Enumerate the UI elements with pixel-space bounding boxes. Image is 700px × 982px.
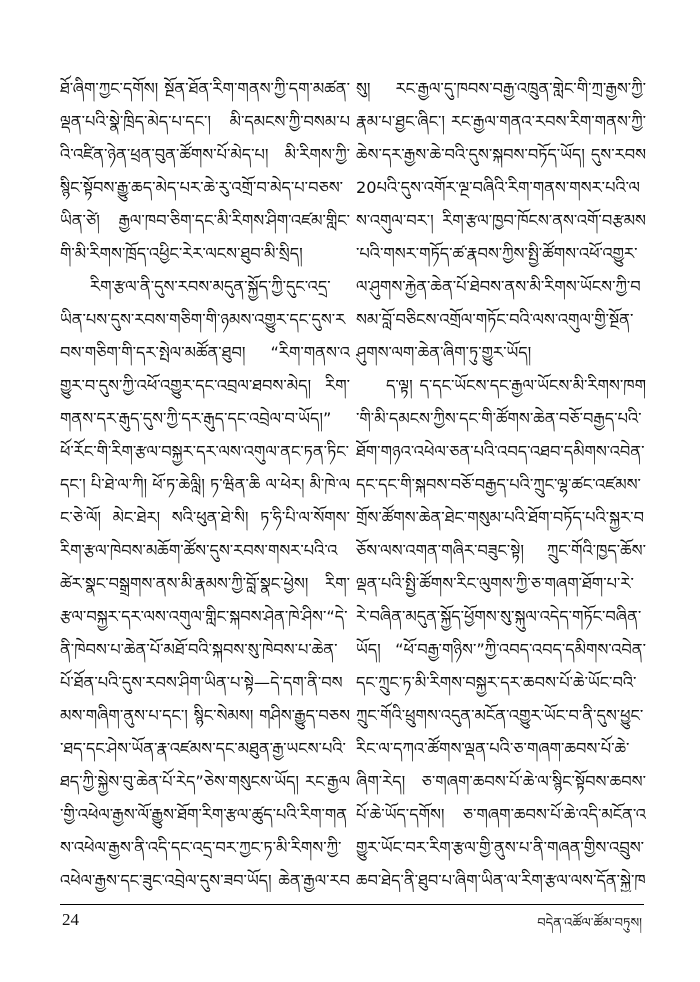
footer-rule [60,904,644,905]
running-footer-title: བདེན་འཚོལ་ཚོམ་བཏུས། [537,916,642,931]
page-number: 24 [62,910,79,929]
paragraph: རིག་རྩལ་ནི་དུས་རབས་མདུན་སྐྱོད་ཀྱི་དུང་འདྲ་ཡིན་པས་དུས་རབས་གཅིག་གི་ཉམས་འགྱུར་དང་དུས་རབས་གཅིག་གི་དར་སྤེལ་མཚོན་ཐུབ། “རིག་གནས་འགྱུར་བ་དུས་ཀྱི་འཕོ་འགྱུར་དང་འབྲལ་ཐབས་མེད། རིག་གནས་དར་རྒུད་དུས་ཀྱི་དར་རྒུད་དང་འབྲེལ་བ་ཡོད།” ཕོ་རོང་གི་རིག་རྩལ་བསྐྱར་དར་ལས་འགུལ་ནང་ཏན་ཏིང་དང་། པི་ཐེ་ལ་ཀི། ཕོ་ཏ་ཆེལླི། ཏ་ཝིན་ཆི ལ་ཕེར། མི་ཁེ་ལང་ཅེ་ལོ། མེང་ཐེར། སའི་ཕུན་ཐེ་སི། ཏ་ཧི་པི་ལ་སོགས་རིག་རྩལ་ཁེབས་མཆོག་ཚོས་དུས་རབས་གསར་པའི་འཚེར་སྣང་བསྒྲགས་ནས་མི་རྣམས་ཀྱི་བློ་སྣང་ཕྱེས། རིག་རྩལ་བསྐྱར་དར་ལས་འགུལ་གླིང་སྐབས་ཤེན་ཁེ་ཤིས་“དེ་ནི་ཁེབས་པ་ཆེན་པོ་མཐོ་བའི་སྐབས་སུ་ཁེབས་པ་ཆེན་པོ་ཐོན་པའི་དུས་རབས་ཤིག་ཡིན་པ་སྟེ—དེ་དག་ནི་བསམས་གཞིག་ནུས་པ་དང་། སྙིང་སེམས། གཤིས་རྒྱུད་བཅས་ཐད་དང་ཤེས་ཡོན་རྣ་འཛམས་དང་མཐུན་རྒྱ་ཡངས་པའི་ཐད་ཀྱི་སྐྱེས་བུ་ཆེན་པོ་རེད”ཅེས་གསུངས་ཡོད། རང་རྒྱལ་གྱི་འཕེལ་རྒྱས་ལོ་རྒྱུས་ཐོག་རིག་རྩལ་ཚུད་པའི་རིག་གནས་འཕེལ་རྒྱས་ནི་འདི་དང་འདྲ་བར་ཀྱང་ཏ་མི་རིགས་ཀྱི་འཕེལ་རྒྱས་དང་ཟུང་འབྲེལ་དུས་ཟབ་ཡོད། ཆེན་རྒྱལ་རབ [60,277,350,890]
paragraph: ཐོ་ཞིག་ཀྱང་དགོས། སྔོན་ཐོན་རིག་གནས་ཀྱི་དག་མཚན་ལྡན་པའི་སྣེ་ཁྲིད་མེད་པ་དང་། མི་དམངས་ཀྱི་བསམ་པའི་འཛིན་ཉེན་ཕྲན་བུན་ཚོགས་པོ་མེད་པ། མི་རིགས་ཀྱི་སྙིང་སྟོབས་རྒྱུ་ཆད་མེད་པར་ཆེ་རུ་འགྲོ་བ་མེད་པ་བཅས་ཡིན་ཙེ། རྒྱལ་ཁབ་ཅིག་དང་མི་རིགས་ཤིག་འཛམ་གླིང་གི་མི་རིགས་ཁྲོད་འཕྱིང་རེར་ལངས་ཐུབ་མི་སྲིད། [60,79,350,263]
right-text-column [356,72,646,892]
paragraph: སུ། རང་རྒྱལ་དུ་ཁབས་བརྒྱ་འཁྲུན་གླེང་གི་ཀྲ་རྒྱས་ཀྱི་རྣམ་པ་ཐྱང་ཞིང་། རང་རྒྱལ་གནའ་རབས་རིག་གནས་ཀྱི་ཆེས་དར་རྒྱས་ཆེ་བའི་དུས་སྐབས་བཏོད་ཡོད། དུས་རབས20པའི་དུས་འགོར་ལྔ་བཞིའི་རིག་གནས་གསར་པའི་ལས་འགུལ་བར་། རིག་རྩལ་ཁྱབ་ཁོངས་ནས་འགོ་བརྩམས་པའི་གསར་གཏོད་ཚ་རྣབས་ཀྱིས་སྤྱི་ཚོགས་འཕོ་འགྱུར་ལ་ཤུགས་རྐྱེན་ཆེན་པོ་ཐེབས་ནས་མི་རིགས་ཡོངས་ཀྱི་བསམ་བློ་བཅིངས་འགྲོལ་གཏོང་བའི་ལས་འགུལ་གྱི་སྔོན་ཤུགས་ལག་ཆེན་ཞིག་ཏུ་གྱུར་ཡོད། [356,79,646,362]
left-text-column [60,72,350,892]
paragraph: ད་ལྟ། ད་དང་ཡོངས་དང་རྒྱལ་ཡོངས་མི་རིགས་ཁག་གི་མི་དམངས་ཀྱིས་དང་གི་ཚོགས་ཆེན་བཅོ་བརྒྱད་པའི་ཐོག་གཉའ་འཕེལ་ཅན་པའི་འབད་འཐབ་དམིགས་འབེན་དང་དང་གི་སྐབས་བཅོ་བརྒྱད་པའི་ཀྲུང་ལྷ་ཚང་འཛམས་གྲོས་ཚོགས་ཆེན་ཐེང་གསུམ་པའི་ཐོག་བཏོད་པའི་སྐྱར་བཅོས་ལས་འགན་གཞིར་བཟུང་སྟེ། ཀྲུང་གོའི་ཁྱད་ཆོས་ལྡན་པའི་སྤྱི་ཚོགས་རིང་ལུགས་ཀྱི་ཅ་གཞག་ཐོག་པ་རེ་རེ་བཞིན་མདུན་སྐྱོད་ཕྱོགས་སུ་སྐུལ་འདེད་གཏོང་བཞིན་ཡོད། “ཕོ་བརྒྱ་གཉིས་”ཀྱི་འབད་འབད་དམིགས་འབེན་དང་ཀྲུང་ཏ་མི་རིགས་བསྐྱར་དར་ཆབས་པོ་ཆེ་ཡོང་བའི་ཀྲུང་གོའི་ཕྲུགས་འདུན་མངོན་འགྱུར་ཡོང་བ་ནི་དུས་ཕྱུང་རིང་ལ་དཀའ་ཚོགས་ལྡན་པའི་ཅ་གཞག་ཆབས་པོ་ཆེ་ཞིག་རེད། ཅ་གཞག་ཆབས་པོ་ཆེ་ལ་སྙིང་སྟོབས་ཆབས་པོ་ཆེ་ཡོད་དགོས། ཅ་གཞག་ཆབས་པོ་ཆེ་འདི་མངོན་འགྱུར་ཡོང་བར་རིག་རྩལ་གྱི་ནུས་པ་ནི་གཞན་གྱིས་འབྲུས་ཆབ་ཐེད་ནི་ཐུབ་པ་ཞིག་ཡིན་ལ་རིག་རྩལ་ལས་དོན་སྐྱེ་ཁ [356,376,646,890]
